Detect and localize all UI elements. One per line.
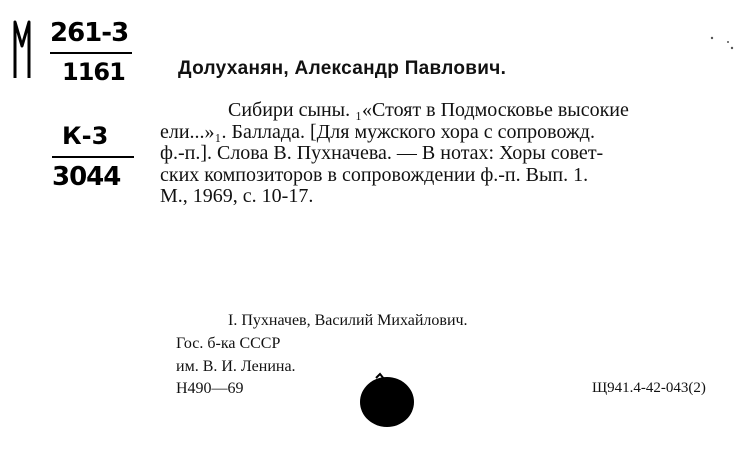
shelf-mark-divider: [50, 52, 132, 54]
library-name: Гос. б-ка СССР: [176, 335, 281, 352]
added-entry: I. Пухначев, Василий Михайлович.: [228, 312, 468, 329]
shelf-mark-divider-2: [52, 156, 134, 158]
punch-hole-icon: [356, 372, 416, 428]
description-line-2: ели...»₁. Баллада. [Для мужского хора с сопровожд.: [160, 120, 595, 143]
description-line-3: ф.-п.]. Слова В. Пухначева. — В нотах: Хоры совет-: [160, 142, 604, 164]
description-line-5: М., 1969, с. 10-17.: [160, 185, 314, 207]
bibliographic-description: [160, 100, 738, 208]
library-name-2: им. В. И. Ленина.: [176, 358, 296, 375]
card-code: Н490—69: [176, 380, 244, 397]
author-heading: Долуханян, Александр Павлович.: [178, 58, 507, 79]
shelf-mark-3: К-3: [62, 122, 109, 150]
smudge-mark-icon: [706, 32, 736, 52]
shelf-mark-4: 3044: [52, 162, 121, 192]
shelf-mark-1: 261-3: [50, 18, 129, 48]
bracket-mark-icon: [12, 18, 32, 80]
description-line-1: Сибири сыны. ₁«Стоят в Подмосковье высокие: [228, 99, 629, 121]
classification-index: Щ941.4-42-043(2): [592, 380, 706, 396]
shelf-mark-2: 1161: [62, 58, 125, 86]
description-line-4: ских композиторов в сопровождении ф.-п. Вып. 1.: [160, 163, 589, 186]
